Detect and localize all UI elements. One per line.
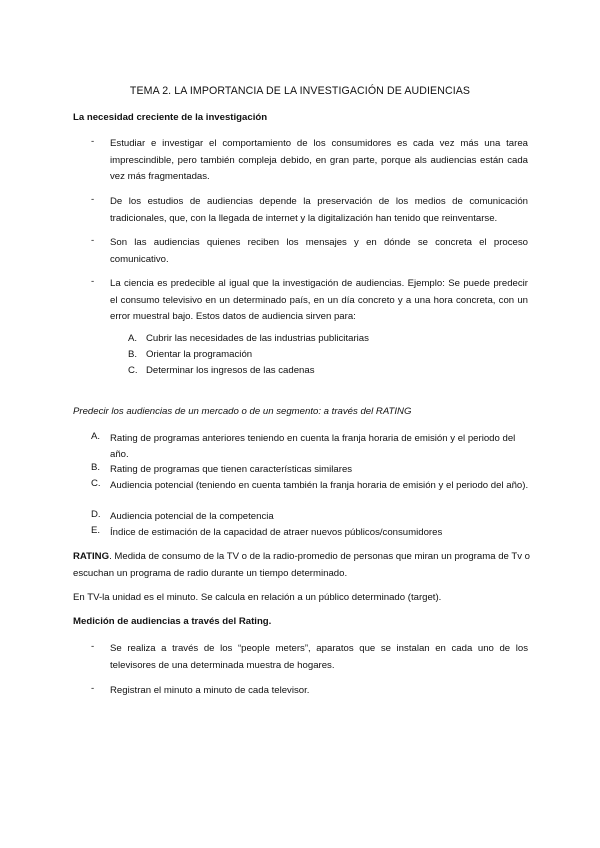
rating-list-letter: B. <box>91 462 101 473</box>
sub-list-text: Orientar la programación <box>146 349 253 360</box>
sub-list-letter: A. <box>128 333 138 344</box>
rating-list-letter: C. <box>91 478 101 489</box>
rating-list-letter: E. <box>91 525 101 536</box>
bullet-dash: - <box>91 194 95 205</box>
rating-list-letter: D. <box>91 509 101 520</box>
section-heading-necesidad: La necesidad creciente de la investigación <box>73 112 268 123</box>
rating-definition-paragraph <box>73 549 533 582</box>
bullet-dash: - <box>91 683 95 694</box>
rating-prediction-heading: Predecir los audiencias de un mercado o de un segmento: a través del RATING <box>73 406 412 417</box>
bullet-dash: - <box>91 641 95 652</box>
sub-list-text: Determinar los ingresos de las cadenas <box>146 365 315 376</box>
tv-unit-paragraph: En TV-la unidad es el minuto. Se calcula en relación a un público determinado (target). <box>73 592 442 603</box>
rating-list-text: Índice de estimación de la capacidad de atraer nuevos públicos/consumidores <box>110 527 443 538</box>
sub-list-letter: C. <box>128 365 138 376</box>
rating-definition-text: . Medida de consumo de la TV o de la radio-promedio de personas que miran un programa de Tv o escuchan un programa de radio durante un tiempo determinado. <box>73 551 531 579</box>
rating-list-text: Rating de programas que tienen características similares <box>110 464 353 475</box>
sub-list-text: Cubrir las necesidades de las industrias publicitarias <box>146 333 369 344</box>
section-heading-medicion: Medición de audiencias a través del Rating. <box>73 616 272 627</box>
rating-list-text: Audiencia potencial (teniendo en cuenta también la franja horaria de emisión y el periodo del año). <box>110 480 529 491</box>
bullet-text: Son las audiencias quienes reciben los mensajes y en dónde se concreta el proceso comunicativo. <box>110 237 528 265</box>
bullet-text: De los estudios de audiencias depende la preservación de los medios de comunicación tradicionales, que, con la llegada de internet y la digitalización han tenido que reinventarse. <box>110 196 528 224</box>
bullet-dash: - <box>91 276 95 287</box>
rating-list-text: Rating de programas anteriores teniendo en cuenta la franja horaria de emisión y el periodo del año. <box>110 433 516 460</box>
rating-list-text: Audiencia potencial de la competencia <box>110 511 274 522</box>
rating-list-letter: A. <box>91 431 101 442</box>
sub-list-letter: B. <box>128 349 138 360</box>
rating-term: RATING <box>73 551 110 562</box>
bullet-text: La ciencia es predecible al igual que la investigación de audiencias. Ejemplo: Se puede predecir el consumo televisivo en un determinado país, en un día concreto y a una hora concreta, con un error muestral bajo. Estos datos de audiencia sirven para: <box>110 278 528 322</box>
bullet-text: Estudiar e investigar el comportamiento de los consumidores es cada vez más una tarea imprescindible, pero también compleja debido, en gran parte, porque als audiencias están cada vez más fragmentadas. <box>110 138 528 182</box>
bullet-text: Se realiza a través de los “people meters”, aparatos que se instalan en cada uno de los televisores de una determinada muestra de hogares. <box>110 643 528 671</box>
bullet-dash: - <box>91 136 95 147</box>
bullet-dash: - <box>91 235 95 246</box>
bullet-text: Registran el minuto a minuto de cada televisor. <box>110 685 310 696</box>
document-title: TEMA 2. LA IMPORTANCIA DE LA INVESTIGACIÓN DE AUDIENCIAS <box>129 85 471 97</box>
